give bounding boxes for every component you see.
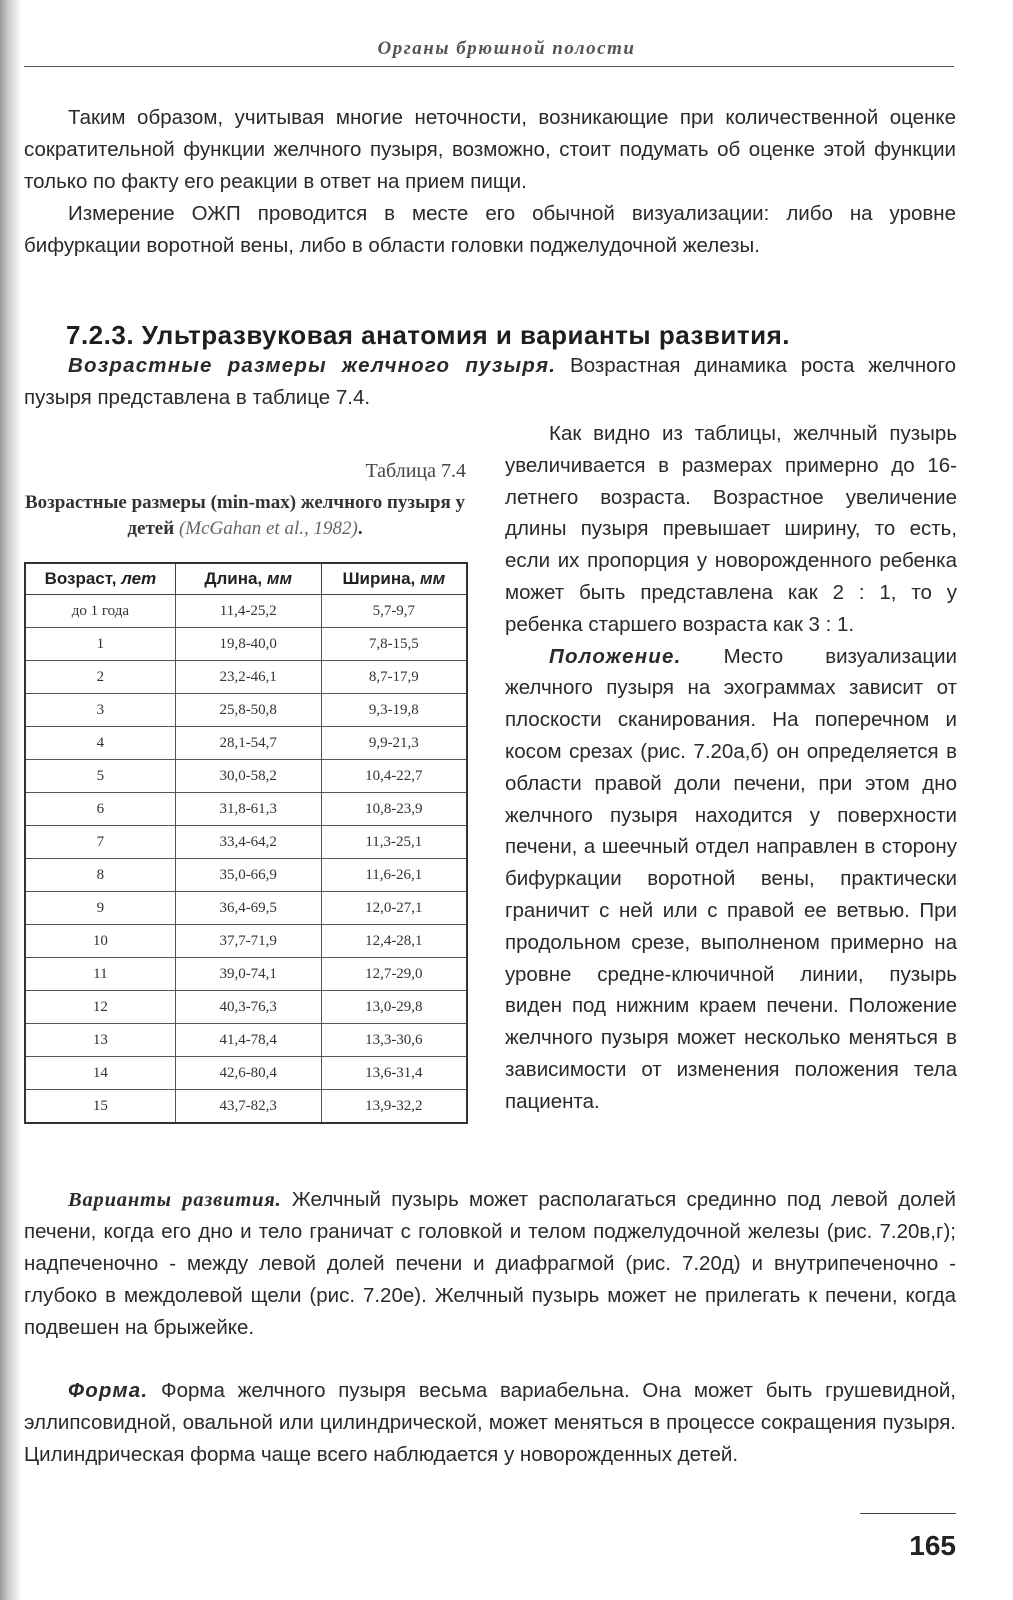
table-row <box>25 958 467 991</box>
age-sizes-text: Возрастная динамика роста желчного пузыря представлена в таблице 7.4. <box>24 354 956 409</box>
table-citation: (McGahan et al., 1982) <box>178 518 358 539</box>
table-row <box>25 661 467 694</box>
cell-width: 10,8-23,9 <box>321 793 467 826</box>
col-header-age-label: Возраст, <box>44 569 117 588</box>
cell-age: 9 <box>25 892 175 925</box>
side-column <box>505 418 957 1118</box>
cell-length: 40,3-76,3 <box>175 991 321 1024</box>
col-header-age <box>25 563 175 595</box>
cell-length: 37,7-71,9 <box>175 925 321 958</box>
table-title-end: . <box>357 518 363 539</box>
header-rule <box>24 66 954 67</box>
cell-width: 13,0-29,8 <box>321 991 467 1024</box>
cell-length: 42,6-80,4 <box>175 1057 321 1090</box>
table-title-text: Возрастные размеры (min-max) желчного пузыря у детей <box>25 492 465 539</box>
form-text: Форма желчного пузыря весьма вариабельна. Она может быть грушевидной, эллипсовидной, овальной или цилиндрической, может меняться в процессе сокращения пузыря. Цилиндрическая форма чаще всего наблюдается у новорожденных детей. <box>24 1379 956 1466</box>
age-sizes-paragraph <box>24 350 956 414</box>
cell-age: 12 <box>25 991 175 1024</box>
table-row <box>25 892 467 925</box>
cell-age: 14 <box>25 1057 175 1090</box>
cell-width: 11,6-26,1 <box>321 859 467 892</box>
page-number: 165 <box>909 1530 956 1561</box>
position-lead: Положение. <box>549 644 682 668</box>
variants-paragraph <box>24 1184 956 1344</box>
form-paragraph <box>24 1375 956 1471</box>
cell-width: 10,4-22,7 <box>321 760 467 793</box>
table-number: Таблица 7.4 <box>365 460 466 482</box>
footer-rule <box>860 1513 956 1514</box>
cell-width: 13,9-32,2 <box>321 1090 467 1124</box>
col-header-width <box>321 563 467 595</box>
table-header-row <box>25 563 467 595</box>
col-header-length-label: Длина, <box>204 569 263 588</box>
variants-lead: Варианты развития. <box>68 1189 282 1211</box>
section-heading: 7.2.3. Ультразвуковая анатомия и варианты развития. <box>66 320 791 350</box>
cell-width: 11,3-25,1 <box>321 826 467 859</box>
table-row <box>25 694 467 727</box>
table-row <box>25 991 467 1024</box>
table-row <box>25 595 467 628</box>
cell-length: 43,7-82,3 <box>175 1090 321 1124</box>
cell-length: 11,4-25,2 <box>175 595 321 628</box>
cell-length: 31,8-61,3 <box>175 793 321 826</box>
variants-text: Желчный пузырь может располагаться срединно под левой долей печени, когда его дно и тело граничат с головкой и телом поджелудочной железы (рис. 7.20в,г); надпеченочно - между левой долей печени и диафрагмой (рис. 7.20д) и внутрипеченочно - глубоко в междолевой щели (рис. 7.20е). Желчный пузырь может не прилегать к печени, когда подвешен на брыжейке. <box>24 1188 956 1339</box>
table-row <box>25 793 467 826</box>
table-row <box>25 628 467 661</box>
col-header-width-unit: мм <box>420 569 446 588</box>
cell-length: 23,2-46,1 <box>175 661 321 694</box>
table-row <box>25 925 467 958</box>
cell-width: 5,7-9,7 <box>321 595 467 628</box>
cell-age: 5 <box>25 760 175 793</box>
cell-age: 6 <box>25 793 175 826</box>
cell-age: 4 <box>25 727 175 760</box>
col-header-width-label: Ширина, <box>342 569 416 588</box>
side-paragraph-1: Как видно из таблицы, желчный пузырь увеличивается в размерах примерно до 16-летнего возраста. Возрастное увеличение длины пузыря превышает ширину, то есть, если их пропорция у новорожденного ребенка может быть представлена как 2 : 1, то у ребенка старшего возраста как 3 : 1. <box>505 422 957 636</box>
cell-age: до 1 года <box>25 595 175 628</box>
cell-age: 1 <box>25 628 175 661</box>
table-body <box>25 595 467 1124</box>
table-row <box>25 1090 467 1124</box>
cell-width: 8,7-17,9 <box>321 661 467 694</box>
cell-width: 13,3-30,6 <box>321 1024 467 1057</box>
table-row <box>25 1057 467 1090</box>
cell-age: 15 <box>25 1090 175 1124</box>
col-header-age-unit: лет <box>121 569 157 588</box>
position-paragraph <box>505 641 957 1118</box>
age-size-table <box>24 562 468 1124</box>
table-row <box>25 826 467 859</box>
cell-length: 33,4-64,2 <box>175 826 321 859</box>
table-title <box>24 490 466 542</box>
cell-age: 3 <box>25 694 175 727</box>
cell-age: 2 <box>25 661 175 694</box>
cell-width: 7,8-15,5 <box>321 628 467 661</box>
cell-length: 36,4-69,5 <box>175 892 321 925</box>
cell-width: 12,0-27,1 <box>321 892 467 925</box>
cell-width: 12,7-29,0 <box>321 958 467 991</box>
cell-age: 8 <box>25 859 175 892</box>
cell-length: 35,0-66,9 <box>175 859 321 892</box>
cell-width: 12,4-28,1 <box>321 925 467 958</box>
table-row <box>25 1024 467 1057</box>
cell-age: 11 <box>25 958 175 991</box>
age-sizes-lead: Возрастные размеры желчного пузыря. <box>68 354 557 377</box>
intro-paragraph-1: Таким образом, учитывая многие неточности, возникающие при количественной оценке сократительной функции желчного пузыря, возможно, стоит подумать об оценке этой функции только по факту его реакции в ответ на прием пищи. <box>24 106 956 193</box>
cell-width: 9,3-19,8 <box>321 694 467 727</box>
cell-length: 19,8-40,0 <box>175 628 321 661</box>
cell-length: 28,1-54,7 <box>175 727 321 760</box>
cell-age: 7 <box>25 826 175 859</box>
cell-age: 10 <box>25 925 175 958</box>
table-row <box>25 727 467 760</box>
form-lead: Форма. <box>68 1379 149 1402</box>
cell-width: 13,6-31,4 <box>321 1057 467 1090</box>
cell-width: 9,9-21,3 <box>321 727 467 760</box>
cell-age: 13 <box>25 1024 175 1057</box>
cell-length: 25,8-50,8 <box>175 694 321 727</box>
intro-paragraph-2: Измерение ОЖП проводится в месте его обычной визуализации: либо на уровне бифуркации воротной вены, либо в области головки поджелудочной железы. <box>24 202 956 257</box>
cell-length: 41,4-78,4 <box>175 1024 321 1057</box>
col-header-length-unit: мм <box>266 569 293 588</box>
scan-page-edge <box>0 0 22 1600</box>
table-row <box>25 760 467 793</box>
table-row <box>25 859 467 892</box>
running-head: Органы брюшной полости <box>377 38 636 59</box>
position-text: Место визуализации желчного пузыря на эхограммах зависит от плоскости сканирования. На поперечном и косом срезах (рис. 7.20а,б) он определяется в области правой доли печени, при этом дно желчного пузыря находится у поверхности печени, а шеечный отдел направлен в сторону бифуркации воротной вены, практически граничит с ней или с правой ее ветвью. При продольном срезе, выполненом примерно на уровне средне-ключичной линии, пузырь виден под нижним краем печени. Положение желчного пузыря может несколько меняться в зависимости от изменения положения тела пациента. <box>505 644 957 1113</box>
cell-length: 39,0-74,1 <box>175 958 321 991</box>
cell-length: 30,0-58,2 <box>175 760 321 793</box>
col-header-length <box>175 563 321 595</box>
